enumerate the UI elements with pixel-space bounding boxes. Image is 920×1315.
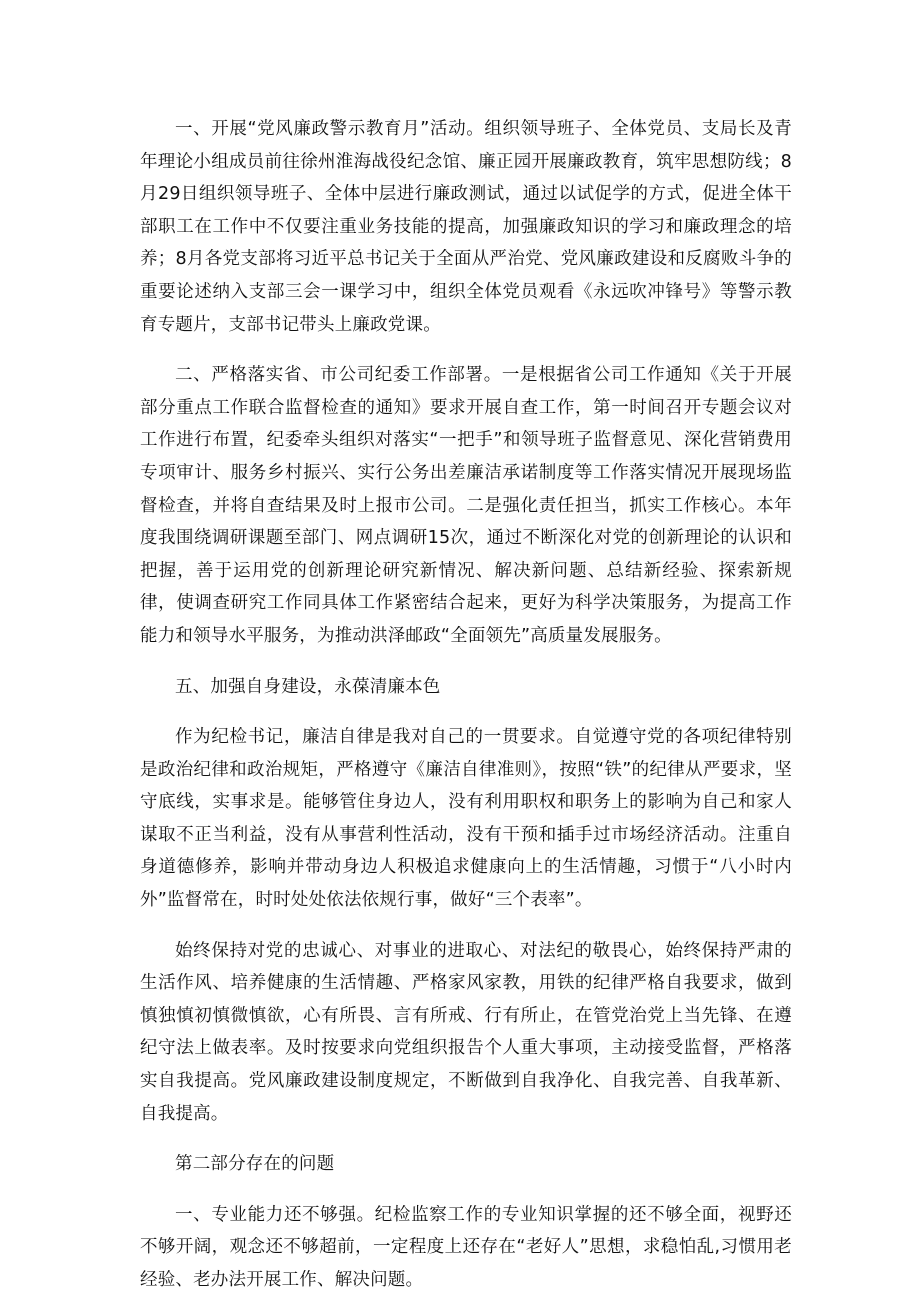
paragraph-professional-ability: 一、专业能力还不够强。纪检监察工作的专业知识掌握的还不够全面，视野还不够开阔，观念还不够超前，一定程度上还存在“老好人”思想，求稳怕乱,习惯用老经验、老办法开展工作、解决问题。	[140, 1204, 792, 1290]
paragraph-self-discipline: 作为纪检书记，廉洁自律是我对自己的一贯要求。自觉遵守党的各项纪律特别是政治纪律和政治规矩，严格遵守《廉洁自律准则》，按照“铁”的纪律从严要求，坚守底线，实事求是。能够管住身边人，没有利用职权和职务上的影响为自己和家人谋取不正当利益，没有从事营利性活动，没有干预和插手过市场经济活动。注重自身道德修养，影响并带动身边人积极追求健康向上的生活情趣，习惯于“八小时内外”监督常在，时时处处依法依规行事，做好“三个表率”。	[140, 727, 792, 911]
section-heading-problems: 第二部分存在的问题	[175, 1154, 335, 1175]
paragraph-activity-month: 一、开展“党风廉政警示教育月”活动。组织领导班子、全体党员、支局长及青年理论小组成员前往徐州淮海战役纪念馆、廉正园开展廉政教育，筑牢思想防线；8月29日组织领导班子、全体中层进行廉政测试，通过以试促学的方式，促进全体干部职工在工作中不仅要注重业务技能的提高，加强廉政知识的学习和廉政理念的培养；8月各党支部将习近平总书记关于全面从严治党、党风廉政建设和反腐败斗争的重要论述纳入支部三会一课学习中，组织全体党员观看《永远吹冲锋号》等警示教育专题片，支部书记带头上廉政党课。	[140, 119, 792, 335]
document-body	[140, 113, 792, 1315]
paragraph-loyalty: 始终保持对党的忠诚心、对事业的进取心、对法纪的敬畏心，始终保持严肃的生活作风、培养健康的生活情趣、严格家风家教，用铁的纪律严格自我要求，做到慎独慎初慎微慎欲，心有所畏、言有所戒、行有所止，在管党治党上当先锋、在遵纪守法上做表率。及时按要求向党组织报告个人重大事项，主动接受监督，严格落实自我提高。党风廉政建设制度规定，不断做到自我净化、自我完善、自我革新、自我提高。	[140, 940, 792, 1124]
paragraph-implement-deployment: 二、严格落实省、市公司纪委工作部署。一是根据省公司工作通知《关于开展部分重点工作联合监督检查的通知》要求开展自查工作，第一时间召开专题会议对工作进行布置，纪委牵头组织对落实“一把手”和领导班子监督意见、深化营销费用专项审计、服务乡村振兴、实行公务出差廉洁承诺制度等工作落实情况开展现场监督检查，并将自查结果及时上报市公司。二是强化责任担当，抓实工作核心。本年度我围绕调研课题至部门、网点调研15次，通过不断深化对党的创新理论的认识和把握，善于运用党的创新理论研究新情况、解决新问题、总结新经验、探索新规律，使调查研究工作同具体工作紧密结合起来，更好为科学决策服务，为提高工作能力和领导水平服务，为推动洪泽邮政“全面领先”高质量发展服务。	[140, 365, 792, 646]
section-heading-self-building: 五、加强自身建设，永葆清廉本色	[175, 676, 441, 697]
